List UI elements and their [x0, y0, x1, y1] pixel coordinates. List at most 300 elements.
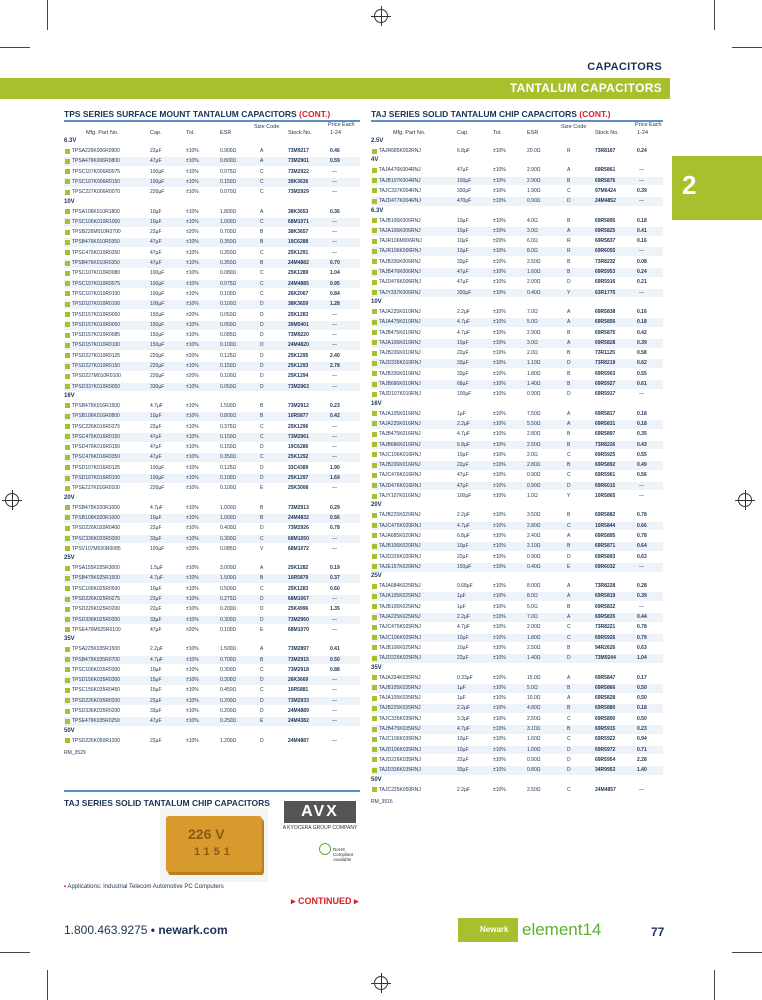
stock-number[interactable]: 73R8226 — [595, 441, 616, 448]
table-row[interactable] — [64, 595, 360, 604]
part-number[interactable]: TAJD476K006RNJ — [379, 279, 421, 286]
part-number[interactable]: TPSA155K025R3000 — [72, 565, 120, 572]
part-number[interactable]: TAJY337K006RNJ — [379, 289, 421, 296]
continued-link[interactable]: ▸ CONTINUED ▸ — [291, 896, 359, 906]
part-number[interactable]: TAJD226K035RNJ — [379, 756, 421, 763]
stock-number[interactable]: 24M4889 — [288, 708, 309, 714]
table-row[interactable] — [64, 524, 360, 533]
table-row[interactable] — [64, 666, 360, 675]
stock-number[interactable]: 10R5881 — [288, 687, 309, 694]
table-row[interactable] — [371, 227, 663, 236]
stock-number[interactable]: 69R5961 — [595, 472, 616, 479]
stock-number[interactable]: 24M4382 — [288, 718, 309, 725]
table-row[interactable] — [371, 430, 663, 439]
table-row[interactable] — [64, 352, 360, 361]
part-number[interactable]: TAJB475K010RNJ — [379, 329, 421, 336]
table-row[interactable] — [371, 634, 663, 643]
part-number[interactable]: TPSD156K035R0300 — [72, 677, 121, 684]
stock-number[interactable]: 25K3008 — [288, 485, 309, 492]
stock-number[interactable]: 73M2961 — [288, 433, 309, 440]
stock-number[interactable]: 69R5954 — [595, 756, 616, 763]
part-number[interactable]: TAJA105K025RNJ — [379, 593, 421, 600]
footer-contact[interactable]: 1.800.463.9275 • newark.com — [64, 923, 228, 937]
table-row[interactable] — [64, 208, 360, 217]
stock-number[interactable]: 69R5831 — [595, 420, 616, 427]
stock-number[interactable]: 94R2626 — [595, 644, 616, 651]
part-number[interactable]: TPSB476K010R0350 — [72, 239, 120, 246]
part-number[interactable]: TAJA475K010RNJ — [379, 319, 421, 326]
table-row[interactable] — [371, 308, 663, 317]
part-number[interactable]: TAJA225K016RNJ — [379, 420, 421, 427]
stock-number[interactable]: 24M4852 — [595, 198, 616, 205]
table-row[interactable] — [371, 237, 663, 246]
stock-number[interactable]: 25K1292 — [288, 454, 309, 461]
table-row[interactable] — [64, 574, 360, 583]
table-row[interactable] — [371, 166, 663, 175]
part-number[interactable]: TAJB106K006RNJ — [379, 217, 421, 224]
stock-number[interactable]: 69R5837 — [595, 238, 616, 245]
part-number[interactable]: TAJB475K016RNJ — [379, 431, 421, 438]
table-row[interactable] — [371, 390, 663, 399]
part-number[interactable]: TAJR106K006RNJ — [379, 248, 421, 255]
table-row[interactable] — [64, 218, 360, 227]
part-number[interactable]: TPSC227K006R0070 — [72, 189, 121, 196]
table-row[interactable] — [371, 451, 663, 460]
part-number[interactable]: TAJC106K016RNJ — [379, 451, 421, 458]
stock-number[interactable]: 73M2912 — [288, 402, 309, 409]
part-number[interactable]: TAJR106M006RNJ — [379, 238, 422, 245]
stock-number[interactable]: 63R1775 — [595, 289, 616, 296]
table-row[interactable] — [371, 187, 663, 196]
stock-number[interactable]: 69R5828 — [595, 695, 616, 702]
part-number[interactable]: TPSC106K025R0500 — [72, 585, 121, 592]
table-row[interactable] — [371, 482, 663, 491]
part-number[interactable]: TAJC106K035RNJ — [379, 736, 421, 743]
table-row[interactable] — [371, 492, 663, 501]
stock-number[interactable]: 69R6032 — [595, 563, 616, 570]
stock-number[interactable]: 69R5876 — [595, 177, 616, 184]
stock-number[interactable]: 68M1050 — [288, 535, 309, 542]
table-row[interactable] — [64, 383, 360, 392]
table-row[interactable] — [64, 474, 360, 483]
part-number[interactable]: TPSB475K025R1500 — [72, 575, 120, 582]
table-row[interactable] — [64, 697, 360, 706]
part-number[interactable]: TPSC107K006R0075 — [72, 168, 121, 175]
stock-number[interactable]: 69R5861 — [595, 167, 616, 174]
stock-number[interactable]: 69R6055 — [595, 248, 616, 255]
part-number[interactable]: TPSD107K016R0125 — [72, 464, 121, 471]
table-row[interactable] — [371, 725, 663, 734]
table-row[interactable] — [371, 258, 663, 267]
stock-number[interactable]: 73M2929 — [288, 189, 309, 196]
part-number[interactable]: TPSD226K035R0200 — [72, 697, 121, 704]
table-row[interactable] — [64, 188, 360, 197]
stock-number[interactable]: 25K1296 — [288, 423, 309, 430]
stock-number[interactable]: 69R5819 — [595, 593, 616, 600]
part-number[interactable]: TPSD226K025R0200 — [72, 606, 121, 613]
stock-number[interactable]: 25K1295 — [288, 352, 309, 359]
part-number[interactable]: TAJE157K020RNJ — [379, 563, 421, 570]
part-number[interactable]: TAJC225K050RNJ — [379, 786, 421, 793]
part-number[interactable]: TAJC337K004RNJ — [379, 187, 421, 194]
stock-number[interactable]: 69R5828 — [595, 339, 616, 346]
table-row[interactable] — [64, 238, 360, 247]
table-row[interactable] — [371, 359, 663, 368]
table-row[interactable] — [371, 684, 663, 693]
stock-number[interactable]: 25K1291 — [288, 249, 309, 256]
table-row[interactable] — [371, 623, 663, 632]
stock-number[interactable]: 73M2897 — [288, 646, 309, 653]
stock-number[interactable]: 73M2918 — [288, 666, 309, 673]
part-number[interactable]: TAJD226K020RNJ — [379, 553, 421, 560]
stock-number[interactable]: 69R5880 — [595, 705, 616, 712]
table-row[interactable] — [64, 605, 360, 614]
part-number[interactable]: TPSB106K020R1000 — [72, 514, 120, 521]
stock-number[interactable]: 38K3659 — [288, 301, 309, 308]
table-row[interactable] — [64, 290, 360, 299]
part-number[interactable]: TAJB107K004RNJ — [379, 177, 421, 184]
part-number[interactable]: TPSD227K010R0150 — [72, 363, 121, 369]
stock-number[interactable]: 68M1067 — [288, 596, 309, 602]
part-number[interactable]: TAJC476K016RNJ — [379, 472, 421, 479]
stock-number[interactable]: 24M4882 — [288, 260, 309, 266]
part-number[interactable]: TAJC475K025RNJ — [379, 624, 421, 631]
stock-number[interactable]: 69R5917 — [595, 391, 616, 398]
part-number[interactable]: TAJA476K004RNJ — [379, 167, 421, 174]
table-row[interactable] — [371, 766, 663, 775]
stock-number[interactable]: 33C4389 — [288, 464, 309, 471]
table-row[interactable] — [371, 786, 663, 795]
table-row[interactable] — [371, 746, 663, 755]
stock-number[interactable]: 69R5838 — [595, 308, 616, 315]
stock-number[interactable]: 24M4857 — [595, 786, 616, 793]
part-number[interactable]: TAJB106K025RNJ — [379, 644, 421, 651]
part-number[interactable]: TPSD336K025R0300 — [72, 616, 121, 623]
table-row[interactable] — [64, 443, 360, 452]
table-row[interactable] — [371, 147, 663, 156]
part-number[interactable]: TAJB105K025RNJ — [379, 603, 421, 610]
table-row[interactable] — [64, 676, 360, 685]
stock-number[interactable]: 24M4832 — [288, 514, 309, 521]
stock-number[interactable]: 10R5844 — [595, 522, 616, 529]
part-number[interactable]: TAJD107K010RNJ — [379, 391, 421, 398]
part-number[interactable]: TPSD107K010R0100 — [72, 301, 121, 308]
stock-number[interactable]: 25K1297 — [288, 475, 309, 481]
stock-number[interactable]: 69R5953 — [595, 269, 616, 275]
part-number[interactable]: TPSE227K016R0100 — [72, 485, 120, 492]
part-number[interactable]: TPSD107K016R0100 — [72, 475, 121, 481]
part-number[interactable]: TPSD157K010R0100 — [72, 342, 121, 349]
part-number[interactable]: TAJB476K006RNJ — [379, 269, 421, 275]
table-row[interactable] — [64, 280, 360, 289]
part-number[interactable]: TPSD476K016R0150 — [72, 444, 121, 451]
table-row[interactable] — [371, 349, 663, 358]
table-row[interactable] — [371, 603, 663, 612]
table-row[interactable] — [371, 553, 663, 562]
table-row[interactable] — [371, 370, 663, 379]
table-row[interactable] — [64, 269, 360, 278]
stock-number[interactable]: 25K1283 — [288, 585, 309, 592]
table-row[interactable] — [64, 707, 360, 716]
part-number[interactable]: TPSC106K035R0300 — [72, 666, 121, 673]
stock-number[interactable]: 73R1125 — [595, 350, 616, 357]
table-row[interactable] — [64, 564, 360, 573]
stock-number[interactable]: 73M2926 — [288, 525, 309, 532]
stock-number[interactable]: 68M1070 — [288, 626, 309, 633]
part-number[interactable]: TAJA225K010RNJ — [379, 308, 421, 315]
part-number[interactable]: TAJB226K016RNJ — [379, 462, 421, 469]
table-row[interactable] — [371, 735, 663, 744]
part-number[interactable]: TPSD226K050R1200 — [72, 737, 121, 744]
stock-number[interactable]: 73M2933 — [288, 697, 309, 704]
stock-number[interactable]: 69R5926 — [595, 634, 616, 641]
part-number[interactable]: TAJA684K025RNJ — [379, 583, 421, 590]
part-number[interactable]: TPSA225K035R1500 — [72, 646, 120, 653]
stock-number[interactable]: 73M2960 — [288, 616, 309, 623]
table-row[interactable] — [371, 644, 663, 653]
part-number[interactable]: TPSA476K006R0800 — [72, 158, 120, 165]
stock-number[interactable]: 69R5893 — [595, 553, 616, 560]
part-number[interactable]: TAJC335K035RNJ — [379, 715, 421, 722]
table-row[interactable] — [64, 321, 360, 330]
table-row[interactable] — [371, 582, 663, 591]
table-row[interactable] — [64, 514, 360, 523]
part-number[interactable]: TPSC107K010R0075 — [72, 280, 121, 287]
table-row[interactable] — [64, 311, 360, 320]
stock-number[interactable]: 19C6286 — [288, 444, 309, 451]
part-number[interactable]: TAJD336K035RNJ — [379, 767, 421, 774]
stock-number[interactable]: 69R5895 — [595, 532, 616, 539]
stock-number[interactable]: 38K3657 — [288, 229, 309, 236]
stock-number[interactable]: 69R5847 — [595, 674, 616, 681]
stock-number[interactable]: 69R5866 — [595, 684, 616, 691]
stock-number[interactable]: 69R5897 — [595, 431, 616, 438]
stock-number[interactable]: 25K1294 — [288, 373, 309, 380]
part-number[interactable]: TPSD157K010R0050 — [72, 311, 121, 318]
table-row[interactable] — [371, 339, 663, 348]
table-row[interactable] — [64, 157, 360, 166]
part-number[interactable]: TPSV107M020R0085 — [72, 545, 121, 552]
table-row[interactable] — [64, 228, 360, 237]
table-row[interactable] — [64, 645, 360, 654]
part-number[interactable]: TAJA685K020RNJ — [379, 532, 421, 539]
table-row[interactable] — [64, 545, 360, 554]
stock-number[interactable]: 73R8219 — [595, 360, 616, 367]
part-number[interactable]: TPSB106K016R0800 — [72, 413, 120, 420]
stock-number[interactable]: 69R5927 — [595, 381, 616, 387]
table-row[interactable] — [371, 247, 663, 256]
table-row[interactable] — [64, 433, 360, 442]
stock-number[interactable]: 34R9953 — [595, 767, 616, 774]
stock-number[interactable]: 25K1283 — [288, 311, 309, 318]
table-row[interactable] — [371, 410, 663, 419]
part-number[interactable]: TAJD106K035RNJ — [379, 746, 421, 753]
part-number[interactable]: TPSE476K035R0250 — [72, 718, 120, 725]
stock-number[interactable]: 69R5832 — [595, 603, 616, 610]
table-row[interactable] — [64, 717, 360, 726]
part-number[interactable]: TPSD157K010R0085 — [72, 332, 121, 339]
table-row[interactable] — [64, 464, 360, 473]
table-row[interactable] — [64, 178, 360, 187]
part-number[interactable]: TAJA225K025RNJ — [379, 614, 421, 620]
part-number[interactable]: TAJD336K010RNJ — [379, 360, 421, 367]
table-row[interactable] — [371, 177, 663, 186]
part-number[interactable]: TPSD227M010R0100 — [72, 373, 121, 380]
table-row[interactable] — [64, 300, 360, 309]
stock-number[interactable]: 26K2067 — [288, 290, 309, 297]
stock-number[interactable]: 68M1071 — [288, 218, 309, 225]
part-number[interactable]: TAJC106K025RNJ — [379, 634, 421, 641]
stock-number[interactable]: 24M4820 — [288, 342, 309, 349]
table-row[interactable] — [64, 535, 360, 544]
table-row[interactable] — [371, 715, 663, 724]
stock-number[interactable]: 73M2922 — [288, 168, 309, 175]
table-row[interactable] — [371, 756, 663, 765]
part-number[interactable]: TAJB106K020RNJ — [379, 543, 421, 550]
table-row[interactable] — [64, 504, 360, 513]
part-number[interactable]: TAJA105K035RNJ — [379, 695, 421, 702]
stock-number[interactable]: 73M9217 — [288, 148, 309, 154]
part-number[interactable]: TPSA106K010R1800 — [72, 208, 120, 215]
table-row[interactable] — [64, 616, 360, 625]
part-number[interactable]: TAJB686K010RNJ — [379, 381, 421, 387]
stock-number[interactable]: 69R5922 — [595, 736, 616, 743]
part-number[interactable]: TPSC106K010R1000 — [72, 218, 121, 225]
table-row[interactable] — [64, 423, 360, 432]
table-row[interactable] — [371, 511, 663, 520]
section-tab[interactable] — [672, 156, 762, 220]
part-number[interactable]: TPSC107K010R0080 — [72, 270, 121, 277]
stock-number[interactable]: 19C6288 — [288, 239, 309, 246]
stock-number[interactable]: 69R5875 — [595, 329, 616, 336]
stock-number[interactable]: 69R5882 — [595, 512, 616, 519]
table-row[interactable] — [371, 694, 663, 703]
stock-number[interactable]: 73M2913 — [288, 504, 309, 511]
stock-number[interactable]: 69R5972 — [595, 746, 616, 753]
stock-number[interactable]: 69R5825 — [595, 227, 616, 234]
stock-number[interactable]: 73M2963 — [288, 383, 309, 390]
stock-number[interactable]: 69R5915 — [595, 726, 616, 732]
stock-number[interactable]: 10R5877 — [288, 413, 309, 420]
part-number[interactable]: TPSD157K010R0050 — [72, 321, 121, 328]
part-number[interactable]: TPSD226K025R0275 — [72, 596, 121, 602]
table-row[interactable] — [64, 453, 360, 462]
stock-number[interactable]: 69R5895 — [595, 217, 616, 224]
table-row[interactable] — [371, 532, 663, 541]
stock-number[interactable]: 73R8232 — [595, 258, 616, 265]
table-row[interactable] — [371, 197, 663, 206]
stock-number[interactable]: 69R5892 — [595, 462, 616, 469]
part-number[interactable]: TAJD476K016RNJ — [379, 482, 421, 489]
part-number[interactable]: TAJY107K016RNJ — [379, 493, 421, 499]
stock-number[interactable]: 69R5856 — [595, 319, 616, 326]
table-row[interactable] — [64, 331, 360, 340]
stock-number[interactable]: 25K1293 — [288, 363, 309, 369]
table-row[interactable] — [371, 654, 663, 663]
part-number[interactable]: TAJB686K016RNJ — [379, 441, 421, 448]
part-number[interactable]: TAJD477K004RNJ — [379, 198, 421, 205]
part-number[interactable]: TPSC336K020R0300 — [72, 535, 121, 542]
part-number[interactable]: TPSB226M010R0700 — [72, 229, 121, 236]
part-number[interactable]: TAJB336K006RNJ — [379, 258, 421, 265]
table-row[interactable] — [371, 704, 663, 713]
part-number[interactable]: TPSB475K035R0700 — [72, 656, 120, 663]
part-number[interactable]: TPSB476K010R0350 — [72, 260, 120, 266]
part-number[interactable]: TAJC475K020RNJ — [379, 522, 421, 529]
stock-number[interactable]: 73R8221 — [595, 624, 616, 631]
table-row[interactable] — [371, 329, 663, 338]
stock-number[interactable]: 69R6015 — [595, 482, 616, 489]
stock-number[interactable]: 39K3636 — [288, 178, 309, 185]
part-number[interactable]: TAJB225K020RNJ — [379, 512, 421, 519]
part-number[interactable]: TAJB105K035RNJ — [379, 684, 421, 691]
table-row[interactable] — [371, 380, 663, 389]
part-number[interactable]: TPSC476K016R0150 — [72, 433, 121, 440]
part-number[interactable]: TPSC107K006R0150 — [72, 178, 121, 185]
stock-number[interactable]: 73M9244 — [595, 655, 616, 662]
table-row[interactable] — [64, 147, 360, 156]
table-row[interactable] — [64, 412, 360, 421]
table-row[interactable] — [371, 563, 663, 572]
stock-number[interactable]: 69R5903 — [595, 370, 616, 377]
table-row[interactable] — [371, 420, 663, 429]
table-row[interactable] — [64, 372, 360, 381]
table-row[interactable] — [64, 341, 360, 350]
table-row[interactable] — [64, 259, 360, 268]
table-row[interactable] — [371, 471, 663, 480]
table-row[interactable] — [64, 402, 360, 411]
part-number[interactable]: TPSB475K020R1000 — [72, 504, 120, 511]
part-number[interactable]: TPSD336K035R0200 — [72, 708, 121, 714]
table-row[interactable] — [64, 626, 360, 635]
table-row[interactable] — [64, 168, 360, 177]
part-number[interactable]: TAJD226K025RNJ — [379, 655, 421, 662]
part-number[interactable]: TAJA106K006RNJ — [379, 227, 421, 234]
stock-number[interactable]: 25K1289 — [288, 270, 309, 277]
stock-number[interactable]: 39M5401 — [288, 321, 309, 328]
stock-number[interactable]: 73M2915 — [288, 656, 309, 663]
part-number[interactable]: TPSC156K035R0450 — [72, 687, 121, 694]
part-number[interactable]: TPSC107K010R0100 — [72, 290, 121, 297]
part-number[interactable]: TAJB225K035RNJ — [379, 705, 421, 712]
table-row[interactable] — [371, 461, 663, 470]
stock-number[interactable]: 25K1282 — [288, 565, 309, 572]
stock-number[interactable]: 10R5865 — [595, 493, 616, 499]
table-row[interactable] — [64, 656, 360, 665]
part-number[interactable]: TAJB336K010RNJ — [379, 370, 421, 377]
part-number[interactable]: TPSD227K010R0125 — [72, 352, 121, 359]
part-number[interactable]: TAJB226K010RNJ — [379, 350, 421, 357]
stock-number[interactable]: 25K4996 — [288, 606, 309, 613]
stock-number[interactable]: 26K3669 — [288, 677, 309, 684]
part-number[interactable]: TPSC476K010R0350 — [72, 249, 121, 256]
part-number[interactable]: TPSB475K016R1500 — [72, 402, 120, 409]
stock-number[interactable]: 73M2901 — [288, 158, 309, 165]
table-row[interactable] — [371, 674, 663, 683]
table-row[interactable] — [64, 737, 360, 746]
stock-number[interactable]: 97M6424 — [595, 187, 616, 194]
table-row[interactable] — [371, 268, 663, 277]
stock-number[interactable]: 69R5817 — [595, 410, 616, 417]
table-row[interactable] — [371, 441, 663, 450]
stock-number[interactable]: 69R5835 — [595, 614, 616, 620]
table-row[interactable] — [64, 484, 360, 493]
stock-number[interactable]: 73M9220 — [288, 332, 309, 339]
stock-number[interactable]: 73R8228 — [595, 583, 616, 590]
part-number[interactable]: TPSD337K010R0050 — [72, 383, 121, 390]
part-number[interactable]: TPSE476M025R0100 — [72, 626, 121, 633]
stock-number[interactable]: 38K3653 — [288, 208, 309, 215]
